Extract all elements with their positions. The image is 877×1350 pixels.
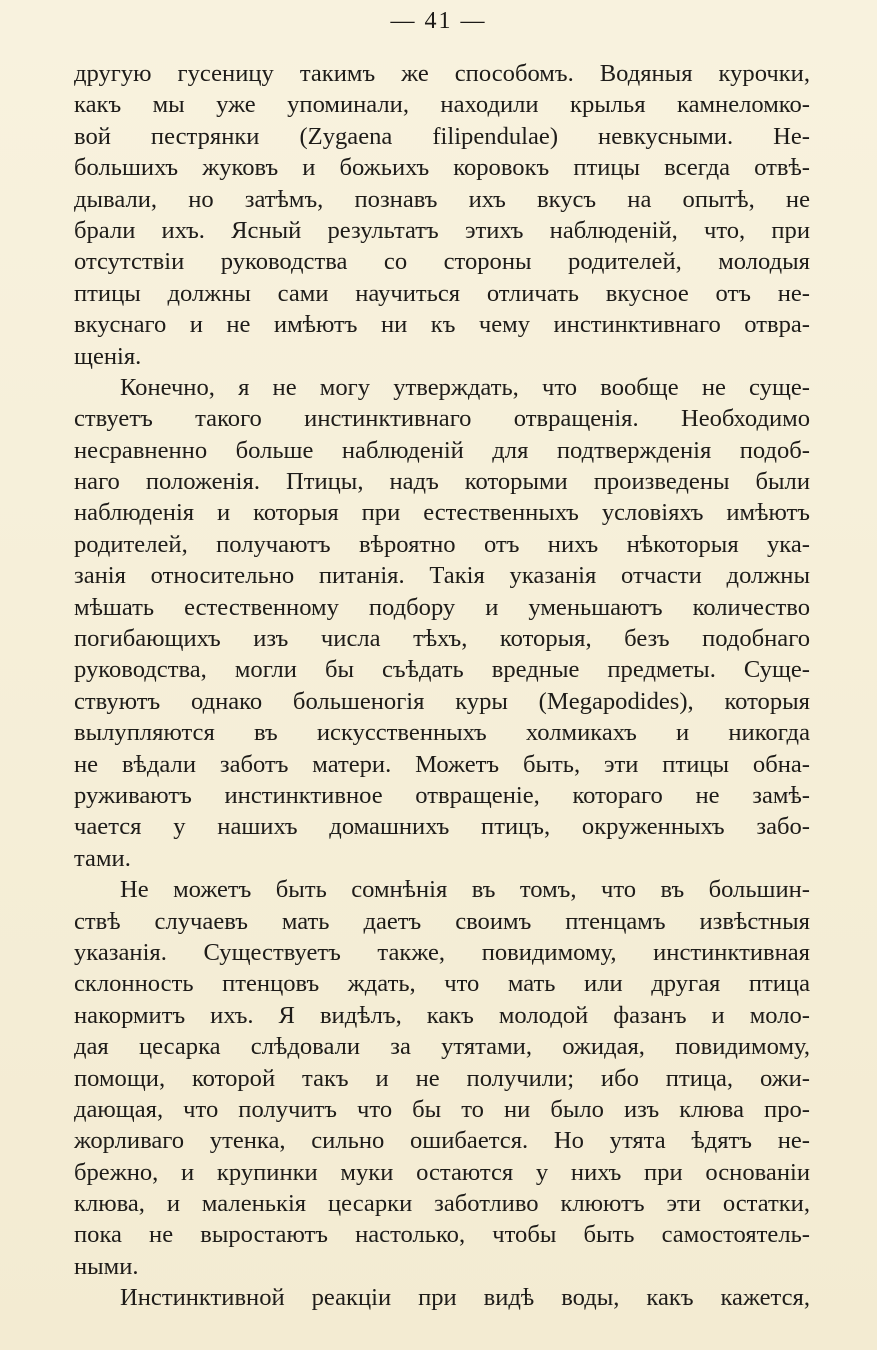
text-line: другую гусеницу такимъ же способомъ. Водяныя курочки, [74, 60, 810, 87]
text-line: птицы должны сами научиться отличать вкусное отъ не- [74, 279, 810, 307]
text-line: Не можетъ быть сомнѣнія въ томъ, что въ большин- [120, 876, 810, 904]
text-line: ствѣ случаевъ мать даетъ своимъ птенцамъ извѣстныя [74, 907, 810, 935]
text-line: отсутствіи руководства со стороны родителей, молодыя [74, 248, 810, 276]
text-line: занія относительно питанія. Такія указанія отчасти должны [74, 562, 810, 590]
text-line: пока не выростаютъ настолько, чтобы быть самостоятель- [74, 1221, 810, 1249]
text-line: чается у нашихъ домашнихъ птицъ, окруженныхъ забо- [74, 813, 810, 841]
text-line: клюва, и маленькія цесарки заботливо клюютъ эти остатки, [74, 1190, 810, 1218]
text-line: вой пестрянки (Zygaena filipendulae) невкусными. Не- [74, 122, 810, 150]
text-line: ствуетъ такого инстинктивнаго отвращенія. Необходимо [74, 405, 810, 433]
text-line: жорливаго утенка, сильно ошибается. Но утята ѣдятъ не- [74, 1127, 810, 1155]
text-line: вылупляются въ искусственныхъ холмикахъ и никогда [74, 719, 810, 747]
text-line: склонность птенцовъ ждать, что мать или другая птица [74, 970, 810, 998]
text-line: вкуснаго и не имѣютъ ни къ чему инстинктивнаго отвра- [74, 311, 810, 339]
text-line: руководства, могли бы съѣдать вредные предметы. Суще- [74, 656, 810, 684]
body-text [74, 58, 810, 1314]
text-line: щенія. [74, 342, 142, 370]
text-line: наблюденія и которыя при естественныхъ условіяхъ имѣютъ [74, 499, 810, 527]
text-line: брежно, и крупинки муки остаются у нихъ при основаніи [74, 1158, 810, 1186]
text-line: накормитъ ихъ. Я видѣлъ, какъ молодой фазанъ и моло- [74, 1001, 810, 1029]
text-line: родителей, получаютъ вѣроятно отъ нихъ нѣкоторыя ука- [74, 530, 810, 558]
text-line: дывали, но затѣмъ, познавъ ихъ вкусъ на опытѣ, не [74, 185, 810, 213]
text-line: руживаютъ инстинктивное отвращеніе, котораго не замѣ- [74, 781, 810, 809]
text-line: несравненно больше наблюденій для подтвержденія подоб- [74, 436, 810, 464]
text-line: ными. [74, 1252, 139, 1280]
text-line: дая цесарка слѣдовали за утятами, ожидая, повидимому, [74, 1033, 810, 1061]
text-line: помощи, которой такъ и не получили; ибо птица, ожи- [74, 1064, 810, 1092]
text-line: какъ мы уже упоминали, находили крылья камнеломко- [74, 91, 810, 119]
text-line: указанія. Существуетъ также, повидимому, инстинктивная [74, 938, 810, 966]
text-line: наго положенія. Птицы, надъ которыми произведены были [74, 468, 810, 496]
text-line: погибающихъ изъ числа тѣхъ, которыя, безъ подобнаго [74, 625, 810, 653]
text-line: ствуютъ однако большеногія куры (Megapodides), которыя [74, 687, 810, 715]
text-line: мѣшать естественному подбору и уменьшаютъ количество [74, 593, 810, 621]
text-line: брали ихъ. Ясный результатъ этихъ наблюденій, что, при [74, 216, 810, 244]
text-line: тами. [74, 844, 131, 872]
text-line: Конечно, я не могу утверждать, что вообще не суще- [120, 373, 810, 401]
text-line: Инстинктивной реакціи при видѣ воды, какъ кажется, [120, 1284, 810, 1312]
text-line: дающая, что получитъ что бы то ни было изъ клюва про- [74, 1095, 810, 1123]
text-line: большихъ жуковъ и божьихъ коровокъ птицы всегда отвѣ- [74, 154, 810, 182]
page-number: — 41 — [390, 8, 487, 34]
text-line: не вѣдали заботъ матери. Можетъ быть, эти птицы обна- [74, 750, 810, 778]
